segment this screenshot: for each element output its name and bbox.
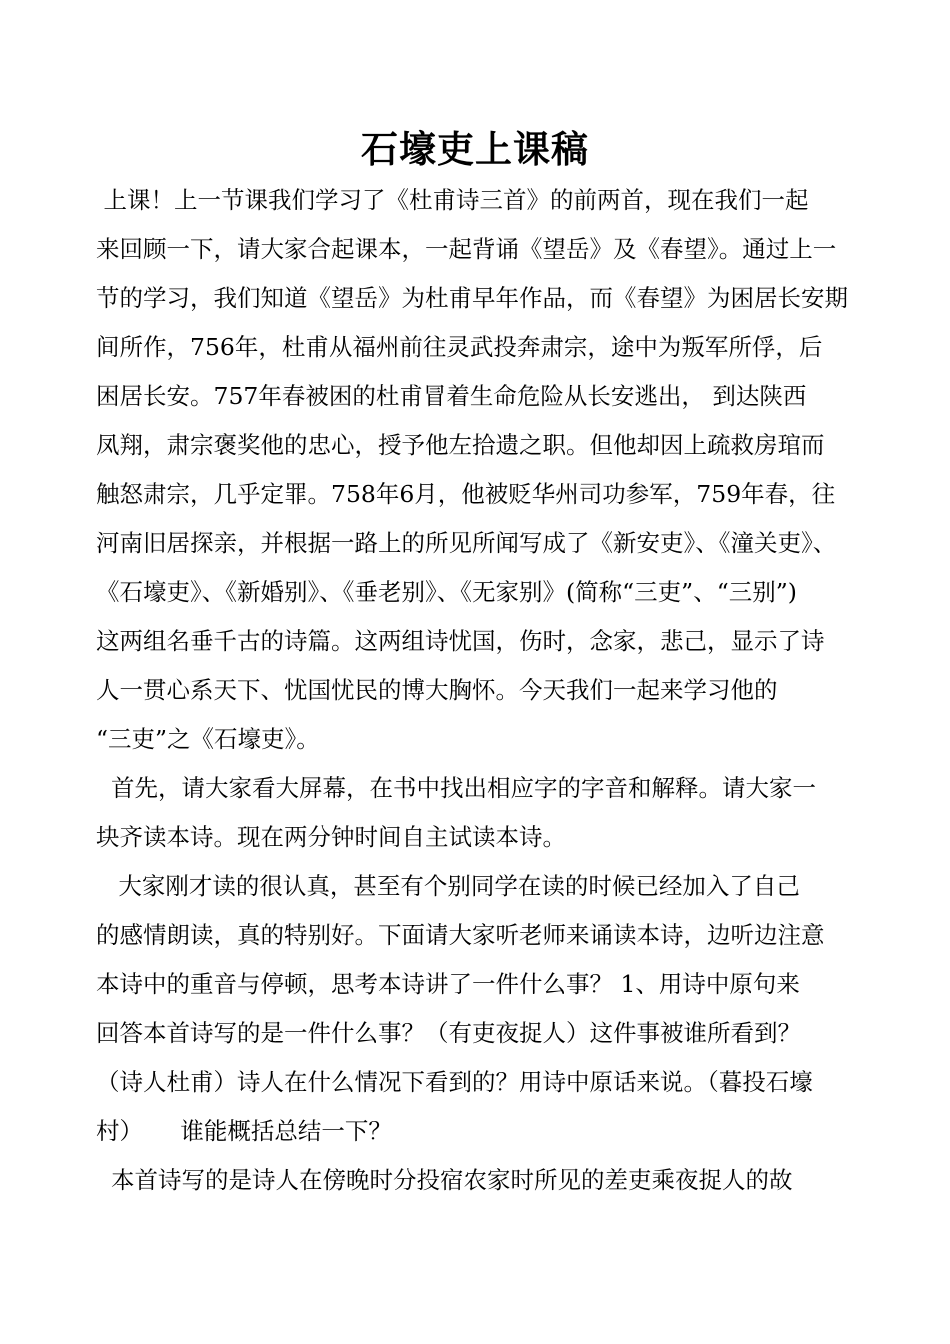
text-line: 回答本首诗写的是一件什么事？（有吏夜捉人）这件事被谁所看到？ <box>96 1019 801 1047</box>
text-line: 触怒肃宗，几乎定罪。758年6月，他被贬华州司功参军，759年春，往 <box>96 480 836 508</box>
text-line: 来回顾一下，请大家合起课本，一起背诵《望岳》及《春望》。通过上一 <box>96 235 837 263</box>
text-line: 块齐读本诗。现在两分钟时间自主试读本诗。 <box>96 823 566 851</box>
text-line: 人一贯心系天下、忧国忧民的博大胸怀。今天我们一起来学习他的 <box>96 676 778 704</box>
text-line: 上课！上一节课我们学习了《杜甫诗三首》的前两首，现在我们一起 <box>96 186 809 214</box>
text-line: 首先，请大家看大屏幕，在书中找出相应字的字音和解释。请大家一 <box>96 774 816 802</box>
text-line: 本首诗写的是诗人在傍晚时分投宿农家时所见的差吏乘夜捉人的故 <box>96 1166 793 1194</box>
text-line: 的感情朗读，真的特别好。下面请大家听老师来诵读本诗，边听边注意 <box>96 921 825 949</box>
text-line: 节的学习，我们知道《望岳》为杜甫早年作品，而《春望》为困居长安期 <box>96 284 848 312</box>
text-line: 凤翔，肃宗褒奖他的忠心，授予他左拾遗之职。但他却因上疏救房琯而 <box>96 431 825 459</box>
document-body <box>96 176 866 1205</box>
document-title: 石壕吏上课稿 <box>361 127 589 171</box>
text-line: 困居长安。757年春被困的杜甫冒着生命危险从长安逃出， 到达陕西 <box>96 382 807 410</box>
text-line: 这两组名垂千古的诗篇。这两组诗忧国，伤时，念家，悲己，显示了诗 <box>96 627 825 655</box>
text-line: （诗人杜甫）诗人在什么情况下看到的？用诗中原话来说。（暮投石壕 <box>96 1068 813 1096</box>
text-line: 村） 谁能概括总结一下？ <box>96 1117 392 1145</box>
text-line: 本诗中的重音与停顿，思考本诗讲了一件什么事？ 1、用诗中原句来 <box>96 970 800 998</box>
text-line: 大家刚才读的很认真，甚至有个别同学在读的时候已经加入了自己 <box>96 872 800 900</box>
text-line: 间所作，756年，杜甫从福州前往灵武投奔肃宗，途中为叛军所俘，后 <box>96 333 823 361</box>
text-line: 《石壕吏》、《新婚别》、《垂老别》、《无家别》(简称“三吏”、“三别”) <box>96 578 797 606</box>
text-line: 河南旧居探亲，并根据一路上的所见所闻写成了《新安吏》、《潼关吏》、 <box>96 529 837 557</box>
text-line: “三吏”之《石壕吏》。 <box>96 725 320 753</box>
